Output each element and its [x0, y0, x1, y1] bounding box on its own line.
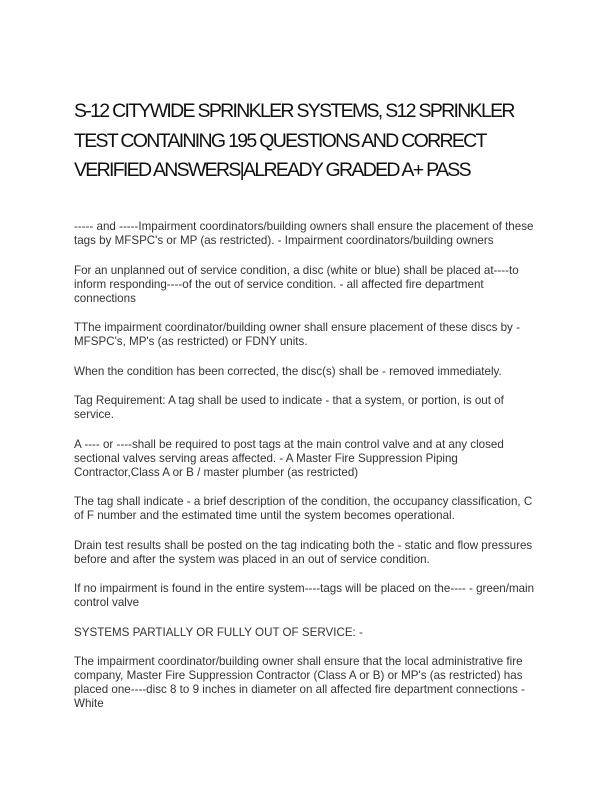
- qa-paragraph-7: The tag shall indicate - a brief description of the condition, the occupancy classification, C of F number and the estimated time until the system becomes operational.: [74, 495, 533, 522]
- qa-paragraph-11: The impairment coordinator/building owner shall ensure that the local administrative fire company, Master Fire Suppression Contractor (Class A or B) or MP's (as restricted) has placed one----disc 8 to 9 inches in diameter on all affected fire department connections - White: [74, 655, 525, 710]
- section-heading: SYSTEMS PARTIALLY OR FULLY OUT OF SERVICE: -: [74, 625, 363, 639]
- qa-paragraph-3: TThe impairment coordinator/building owner shall ensure placement of these discs by - MFSPC's, MP's (as restricted) or FDNY units.: [74, 321, 520, 348]
- qa-paragraph-6: A ---- or ----shall be required to post tags at the main control valve and at any closed sectional valves serving areas affected. - A Master Fire Suppression Piping Contractor,Class A or B / master plumber (as restricted): [74, 437, 504, 479]
- qa-paragraph-5: Tag Requirement: A tag shall be used to indicate - that a system, or portion, is out of service.: [74, 394, 504, 421]
- qa-paragraph-8: Drain test results shall be posted on the tag indicating both the - static and flow pressures before and after the system was placed in an out of service condition.: [74, 538, 533, 566]
- qa-paragraph-2: For an unplanned out of service condition, a disc (white or blue) shall be placed at----to inform responding----of the out of service condition. - all affected fire department connections: [74, 263, 519, 305]
- document-body: [74, 220, 544, 727]
- document-title: S-12 CITYWIDE SPRINKLER SYSTEMS, S12 SPRINKLER TEST CONTAINING 195 QUESTIONS AND CORRECT VERIFIED ANSWERS|ALREADY GRADED A+ PASS: [74, 100, 514, 181]
- qa-paragraph-9: If no impairment is found in the entire system----tags will be placed on the---- - green/main control valve: [74, 582, 535, 609]
- qa-paragraph-1: ----- and -----Impairment coordinators/building owners shall ensure the placement of these tags by MFSPC's or MP (as restricted). - Impairment coordinators/building owners: [74, 220, 534, 247]
- qa-paragraph-4: When the condition has been corrected, the disc(s) shall be - removed immediately.: [74, 364, 502, 378]
